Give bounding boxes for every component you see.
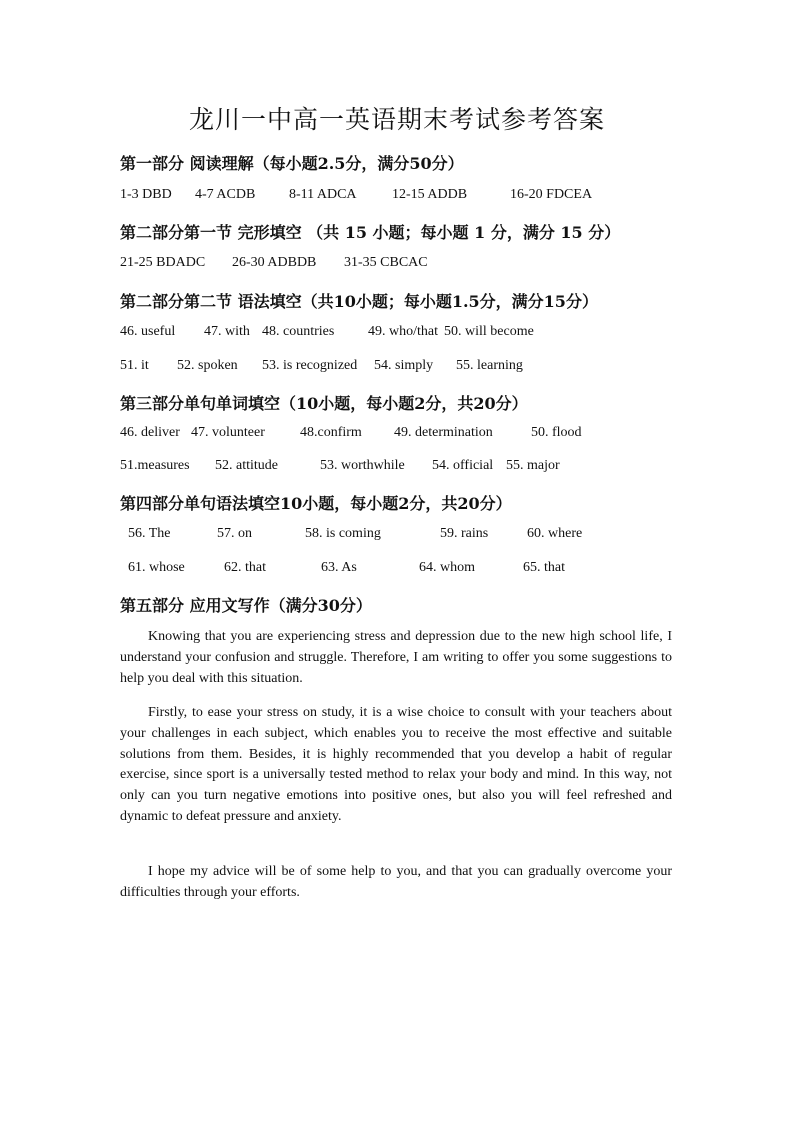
answer-item: 54. official (432, 458, 494, 473)
answer-item: 64. whom (419, 560, 475, 575)
answer-item: 52. spoken (177, 358, 238, 373)
answer-item: 55. major (506, 458, 560, 473)
answer-item: 21-25 BDADC (120, 255, 206, 270)
answer-item: 56. The (128, 526, 171, 541)
answer-item: 57. on (217, 526, 252, 541)
document-title: 龙川一中高一英语期末考试参考答案 (188, 105, 605, 134)
answer-item: 16-20 FDCEA (510, 187, 593, 202)
answer-item: 58. is coming (305, 526, 381, 541)
part4-heading: 第四部分单句语法填空10小题，每小题2分，共20分） (120, 494, 512, 513)
part3-heading: 第三部分单句单词填空（10小题，每小题2分，共20分） (120, 394, 528, 413)
answer-item: 63. As (321, 560, 357, 575)
answer-item: 51.measures (120, 458, 190, 473)
answer-item: 48.confirm (300, 425, 362, 440)
answer-item: 46. deliver (120, 425, 180, 440)
part1-heading: 第一部分 阅读理解（每小题2.5分，满分50分） (120, 154, 464, 173)
answer-item: 31-35 CBCAC (344, 255, 428, 270)
answer-item: 61. whose (128, 560, 185, 575)
answer-item: 48. countries (262, 324, 335, 339)
answer-item: 1-3 DBD (120, 187, 172, 202)
answer-item: 50. will become (444, 324, 534, 339)
answer-item: 46. useful (120, 324, 176, 339)
answer-item: 62. that (224, 560, 266, 575)
answer-item: 52. attitude (215, 458, 278, 473)
answer-item: 47. with (204, 324, 250, 339)
answer-item: 60. where (527, 526, 583, 541)
answer-item: 49. determination (394, 425, 493, 440)
answer-item: 47. volunteer (191, 425, 265, 440)
answer-item: 54. simply (374, 358, 434, 373)
answer-item: 59. rains (440, 526, 489, 541)
answer-item: 53. worthwhile (320, 458, 405, 473)
answer-item: 53. is recognized (262, 358, 358, 373)
answer-item: 65. that (523, 560, 565, 575)
answer-item: 50. flood (531, 425, 582, 440)
answer-item: 51. it (120, 358, 149, 373)
answer-item: 12-15 ADDB (392, 187, 468, 202)
essay-paragraph-2: Firstly, to ease your stress on study, it is a wise choice to consult with your teachers about your challenges in each subject, which enables you to receive the most effective and suitable solutions from them. Besides, it is highly recommended that you develop a habit of regular exercise, since sport is a universally tested method to relax your body and mind. In this way, not only can you turn negative emotions into positive ones, but also you will feel refreshed and dynamic to defeat pressure and anxiety. (120, 705, 672, 824)
answer-item: 8-11 ADCA (289, 187, 357, 202)
answer-item: 55. learning (456, 358, 523, 373)
essay-paragraph-1: Knowing that you are experiencing stress and depression due to the new high school life, I understand your confusion and struggle. Therefore, I am writing to offer you some suggestions to help you deal with this situation. (120, 629, 672, 686)
answer-item: 49. who/that (368, 324, 438, 339)
answer-item: 4-7 ACDB (195, 187, 256, 202)
part5-heading: 第五部分 应用文写作（满分30分） (120, 596, 372, 615)
part2-section2-heading: 第二部分第二节 语法填空（共10小题；每小题1.5分，满分15分） (120, 292, 598, 311)
answer-item: 26-30 ADBDB (232, 255, 317, 270)
part2-section1-heading: 第二部分第一节 完形填空 （共 15 小题；每小题 1 分，满分 15 分） (120, 223, 621, 242)
essay-paragraph-3: I hope my advice will be of some help to you, and that you can gradually overcome your difficulties through your efforts. (120, 864, 672, 900)
